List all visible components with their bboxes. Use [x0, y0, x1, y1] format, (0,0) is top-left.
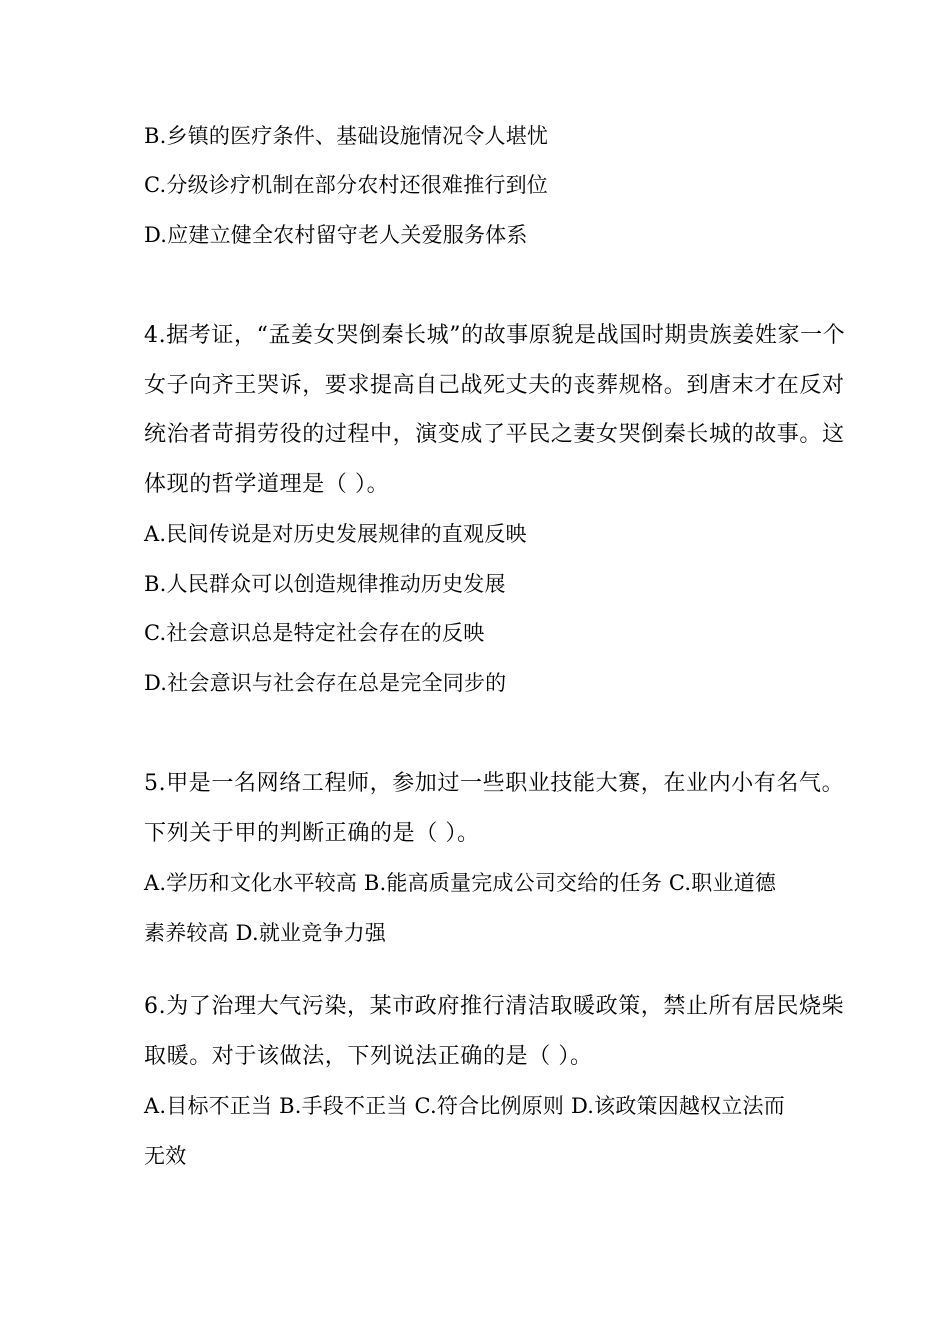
q3-option-b: B.乡镇的医疗条件、基础设施情况令人堪忧: [144, 124, 549, 148]
q6-stem-line: 取暖。对于该做法，下列说法正确的是（ ）。: [144, 1044, 593, 1069]
q4-stem-line: 女子向齐王哭诉，要求提高自己战死丈夫的丧葬规格。到唐末才在反对: [144, 373, 845, 398]
q4-stem-line: 体现的哲学道理是（ ）。: [144, 472, 390, 497]
q4-option-b: B.人民群众可以创造规律推动历史发展: [144, 572, 506, 596]
q4-stem-line: 统治者苛捐劳役的过程中，演变成了平民之妻女哭倒秦长城的故事。这: [144, 422, 845, 447]
q6-stem-line: 6.为了治理大气污染，某市政府推行清洁取暖政策，禁止所有居民烧柴: [144, 994, 845, 1019]
q4-option-d: D.社会意识与社会存在总是完全同步的: [144, 671, 507, 695]
q5-stem-line: 5.甲是一名网络工程师，参加过一些职业技能大赛，在业内小有名气。: [144, 771, 845, 796]
q4-option-c: C.社会意识总是特定社会存在的反映: [144, 621, 485, 645]
q4-stem-line: 4.据考证，“孟姜女哭倒秦长城”的故事原貌是战国时期贵族姜姓家一个: [144, 323, 846, 348]
q5-stem-line: 下列关于甲的判断正确的是（ ）。: [144, 821, 480, 846]
q3-option-d: D.应建立健全农村留守老人关爱服务体系: [144, 223, 528, 247]
q6-option-line: 无效: [144, 1144, 187, 1168]
q4-option-a: A.民间传说是对历史发展规律的直观反映: [144, 522, 527, 546]
q3-option-c: C.分级诊疗机制在部分农村还很难推行到位: [144, 173, 548, 197]
q5-option-line: A.学历和文化水平较高 B.能高质量完成公司交给的任务 C.职业道德: [144, 871, 777, 895]
q5-option-line: 素养较高 D.就业竞争力强: [144, 921, 387, 945]
q6-option-line: A.目标不正当 B.手段不正当 C.符合比例原则 D.该政策因越权立法而: [144, 1094, 785, 1118]
